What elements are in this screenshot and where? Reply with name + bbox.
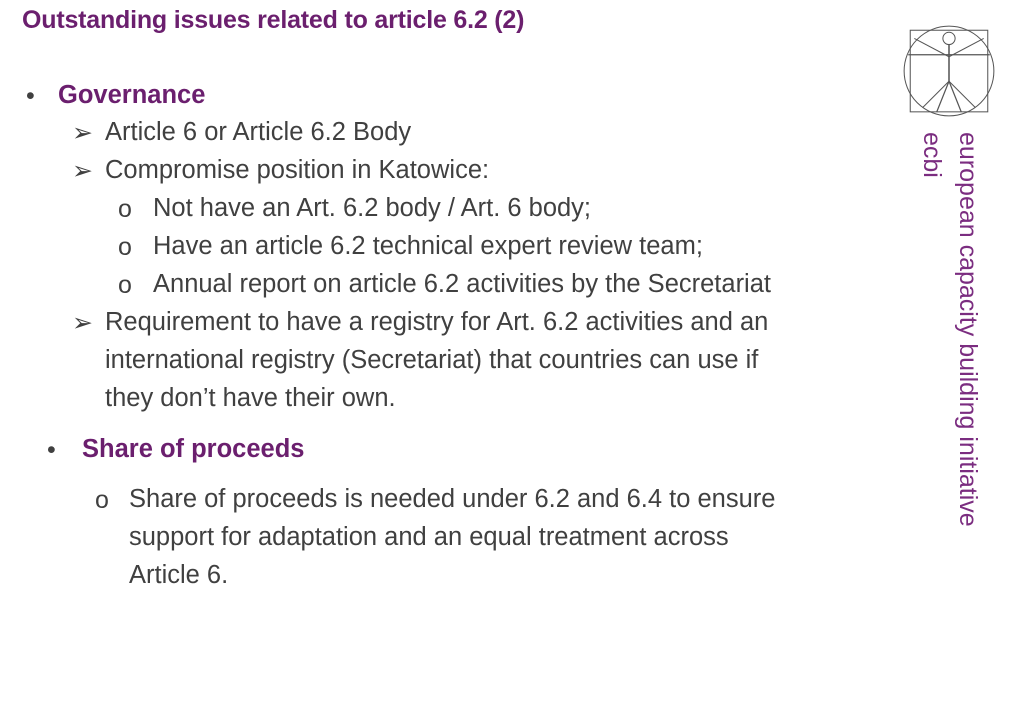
arrow-bullet: ➢ bbox=[72, 119, 93, 147]
circle-bullet: o bbox=[118, 233, 132, 261]
circle-bullet: o bbox=[118, 195, 132, 223]
list-item-continuation: Article 6. bbox=[129, 561, 229, 589]
list-item: Article 6 or Article 6.2 Body bbox=[105, 118, 412, 146]
section-heading-share-of-proceeds: Share of proceeds bbox=[82, 435, 305, 463]
brand-vertical-text bbox=[914, 132, 986, 527]
arrow-bullet: ➢ bbox=[72, 157, 93, 185]
section-heading-governance: Governance bbox=[58, 81, 206, 109]
circle-bullet: o bbox=[118, 271, 132, 299]
list-item: Annual report on article 6.2 activities by the Secretariat bbox=[153, 270, 771, 298]
disc-bullet: • bbox=[47, 436, 56, 464]
disc-bullet: • bbox=[26, 82, 35, 110]
brand-acronym: ecbi bbox=[918, 132, 946, 178]
arrow-bullet: ➢ bbox=[72, 309, 93, 337]
circle-bullet: o bbox=[95, 486, 109, 514]
list-item-continuation: international registry (Secretariat) that countries can use if bbox=[105, 346, 759, 374]
list-item: Requirement to have a registry for Art. 6.2 activities and an bbox=[105, 308, 769, 336]
slide-title: Outstanding issues related to article 6.2 (2) bbox=[22, 6, 525, 34]
brand-name: european capacity building initiative bbox=[954, 132, 982, 527]
list-item: Share of proceeds is needed under 6.2 and 6.4 to ensure bbox=[129, 485, 776, 513]
list-item-continuation: support for adaptation and an equal treatment across bbox=[129, 523, 729, 551]
list-item: Not have an Art. 6.2 body / Art. 6 body; bbox=[153, 194, 592, 222]
list-item: Compromise position in Katowice: bbox=[105, 156, 490, 184]
vitruvian-man-icon bbox=[898, 18, 1000, 120]
list-item-continuation: they don’t have their own. bbox=[105, 384, 396, 412]
list-item: Have an article 6.2 technical expert review team; bbox=[153, 232, 703, 260]
